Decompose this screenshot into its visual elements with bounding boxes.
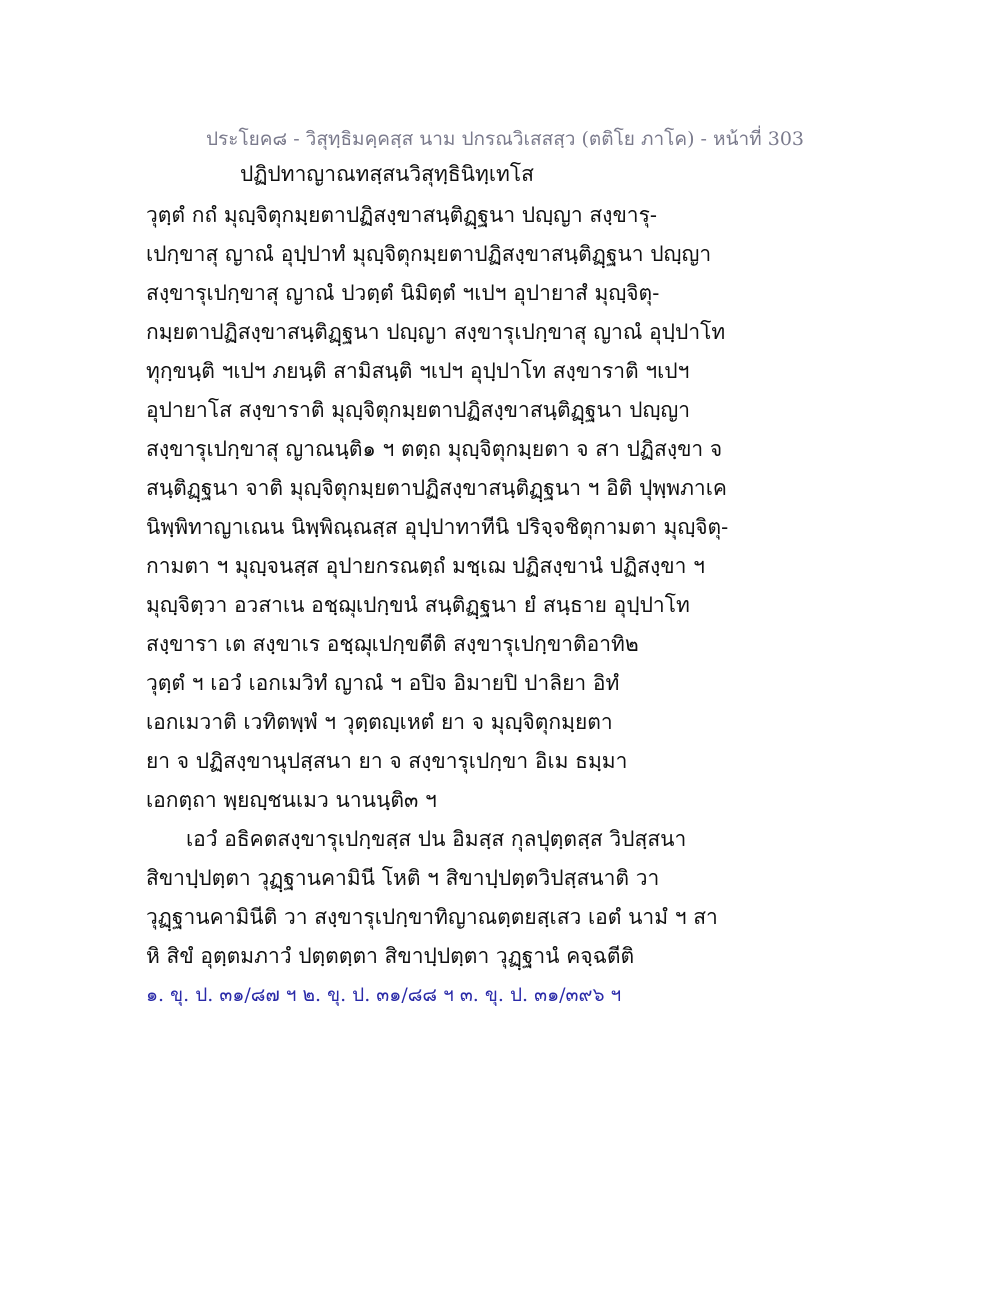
text-line: กามตา ฯ มุญฺจนสฺส อุปายกรณตฺถํ มชฺเฌ ปฏิสงฺขานํ ปฏิสงฺขา ฯ: [146, 554, 705, 578]
text-line: ยา จ ปฏิสงฺขานุปสฺสนา ยา จ สงฺขารุเปกฺขา อิเม ธมฺมา: [146, 749, 628, 773]
text-line: สงฺขารุเปกฺขาสุ ญาณํ ปวตฺตํ นิมิตฺตํ ฯเปฯ อุปายาสํ มุญฺจิตุ-: [146, 281, 660, 305]
text-line: หิ สิขํ อุตฺตมภาวํ ปตฺตตฺตา สิขาปฺปตฺตา วุฏฺฐานํ คจฺฉตีติ: [146, 944, 635, 968]
text-line: สงฺขารา เต สงฺขาเร อชฺฌุเปกฺขตีติ สงฺขารุเปกฺขาติอาทิ๒: [146, 632, 639, 656]
text-line: วุตฺตํ ฯ เอวํ เอกเมวิทํ ญาณํ ฯ อปิจ อิมายปิ ปาลิยา อิทํ: [146, 671, 620, 695]
text-line: นิพฺพิทาญาเณน นิพฺพิณฺณสฺส อุปฺปาทาทีนิ ปริจฺจชิตุกามตา มุญฺจิตุ-: [146, 515, 729, 539]
footnotes: ๑. ขุ. ป. ๓๑/๘๗ ฯ ๒. ขุ. ป. ๓๑/๘๘ ฯ ๓. ขุ. ป. ๓๑/๓๙๖ ฯ: [146, 984, 622, 1006]
text-line: มุญฺจิตฺวา อวสาเน อชฺฌุเปกฺขนํ สนฺติฏฺฐนา ยํ สนฺธาย อุปฺปาโท: [146, 593, 690, 617]
text-line: วุตฺตํ กถํ มุญฺจิตุกมฺยตาปฏิสงฺขาสนฺติฏฺฐนา ปญฺญา สงฺขารุ-: [146, 203, 657, 227]
body-text: [146, 196, 866, 1015]
text-line: เปกฺขาสุ ญาณํ อุปฺปาทํ มุญฺจิตุกมฺยตาปฏิสงฺขาสนฺติฏฺฐนา ปญฺญา: [146, 242, 712, 266]
text-line: สิขาปฺปตฺตา วุฏฺฐานคามินี โหติ ฯ สิขาปฺปตฺตวิปสฺสนาติ วา: [146, 866, 660, 890]
text-line: กมฺยตาปฏิสงฺขาสนฺติฏฺฐนา ปญฺญา สงฺขารุเปกฺขาสุ ญาณํ อุปฺปาโท: [146, 320, 726, 344]
page-header: ประโยค๘ - วิสุทฺธิมคฺคสฺส นาม ปกรณวิเสสสฺว (ตติโย ภาโค) - หน้าที่ 303: [205, 128, 805, 150]
paragraph-first-line: เอวํ อธิคตสงฺขารุเปกฺขสฺส ปน อิมสฺส กุลปุตฺตสฺส วิปสฺสนา: [186, 827, 687, 851]
section-title: ปฏิปทาญาณทสฺสนวิสุทฺธินิทฺเทโส: [240, 162, 534, 186]
text-line: เอกตฺถา พฺยญฺชนเมว นานนฺติ๓ ฯ: [146, 788, 437, 812]
text-line: วุฏฺฐานคามินีติ วา สงฺขารุเปกฺขาทิญาณตฺตยสฺเสว เอตํ นามํ ฯ สา: [146, 905, 718, 929]
text-line: สงฺขารุเปกฺขาสุ ญาณนฺติ๑ ฯ ตตฺถ มุญฺจิตุกมฺยตา จ สา ปฏิสงฺขา จ: [146, 437, 723, 461]
text-line: อุปายาโส สงฺขาราติ มุญฺจิตุกมฺยตาปฏิสงฺขาสนฺติฏฺฐนา ปญฺญา: [146, 398, 691, 422]
text-line: ทุกฺขนฺติ ฯเปฯ ภยนฺติ สามิสนฺติ ฯเปฯ อุปฺปาโท สงฺขาราติ ฯเปฯ: [146, 359, 690, 383]
text-line: เอกเมวาติ เวทิตพฺพํ ฯ วุตฺตญฺเหตํ ยา จ มุญฺจิตุกมฺยตา: [146, 710, 613, 734]
text-line: สนฺติฏฺฐนา จาติ มุญฺจิตุกมฺยตาปฏิสงฺขาสนฺติฏฺฐนา ฯ อิติ ปุพฺพภาเค: [146, 476, 727, 500]
